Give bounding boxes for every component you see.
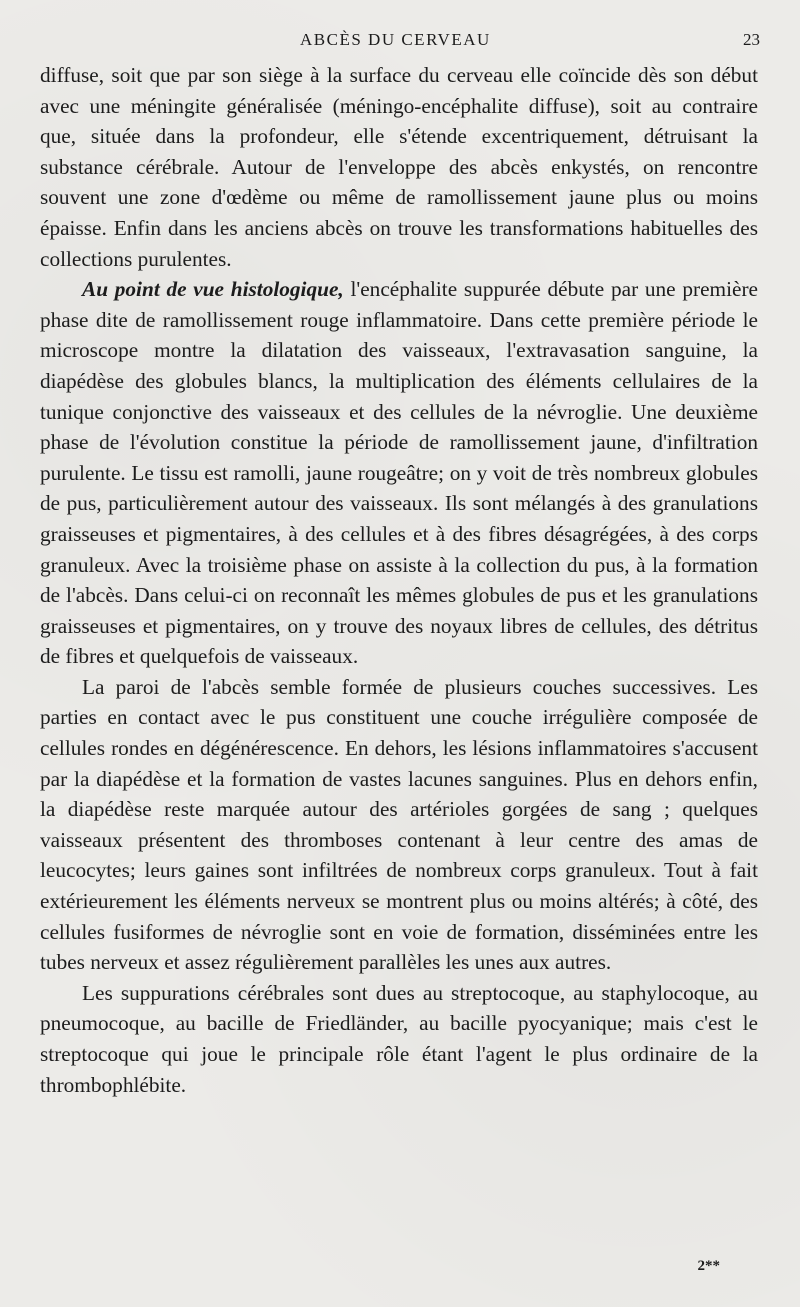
paragraph-2-text: l'encéphalite suppurée débute par une première phase dite de ramollissement rouge inflammatoire. Dans cette première période le microscope montre la dilatation des vaisseaux, l'extravasation sanguine, la diapédèse des globules blancs, la multiplication des éléments cellulaires de la tunique conjonctive des vaisseaux et des cellules de la névroglie. Une deuxième phase de l'évolution constitue la période de ramollissement jaune, d'infiltration purulente. Le tissu est ramolli, jaune rougeâtre; on y voit de très nombreux globules de pus, particulièrement autour des vaisseaux. Ils sont mélangés à des granulations graisseuses et pigmentaires, à des cellules et à des fibres désagrégées, à des corps granuleux. Avec la troisième phase on assiste à la collection du pus, à la formation de l'abcès. Dans celui-ci on reconnaît les mêmes globules de pus et les granulations graisseuses et pigmentaires, on y trouve des noyaux libres de cellules, des détritus de fibres et quelquefois de vaisseaux. <box>40 277 759 669</box>
running-title: ABCÈS DU CERVEAU <box>300 30 491 49</box>
histology-lead-phrase: Au point de vue histologique, <box>82 277 344 302</box>
body-text <box>40 60 758 1100</box>
running-head <box>0 30 800 56</box>
paragraph-3: La paroi de l'abcès semble formée de plusieurs couches successives. Les parties en contact avec le pus constituent une couche irrégulière composée de cellules rondes en dégénérescence. En dehors, les lésions inflammatoires s'accusent par la diapédèse et la formation de vastes lacunes sanguines. Plus en dehors enfin, la diapédèse reste marquée autour des artérioles gorgées de sang ; quelques vaisseaux présentent des thromboses contenant à leur centre des amas de leucocytes; leurs gaines sont infiltrées de nombreux corps granuleux. Tout à fait extérieurement les éléments nerveux se montrent plus ou moins altérés; à côté, des cellules fusiformes de névroglie sont en voie de formation, disséminées entre les tubes nerveux et assez régulièrement parallèles les unes aux autres. <box>40 674 758 975</box>
paragraph-2 <box>40 274 758 672</box>
paragraph-4: Les suppurations cérébrales sont dues au streptocoque, au staphylocoque, au pneumocoque, au bacille de Friedländer, au bacille pyocyanique; mais c'est le streptocoque qui joue le principale rôle étant l'agent le plus ordinaire de la thrombophlébite. <box>40 980 758 1097</box>
page-number: 23 <box>743 30 760 49</box>
paragraph-1: diffuse, soit que par son siège à la surface du cerveau elle coïncide dès son début avec une méningite généralisée (méningo-encéphalite diffuse), soit au contraire que, située dans la profondeur, elle s'étende excentriquement, détruisant la substance cérébrale. Autour de l'enveloppe des abcès enkystés, on rencontre souvent une zone d'œdème ou même de ramollissement jaune plus ou moins épaisse. Enfin dans les anciens abcès on trouve les transformations habituelles des collections purulentes. <box>40 63 758 271</box>
signature-mark: 2** <box>697 1258 720 1274</box>
